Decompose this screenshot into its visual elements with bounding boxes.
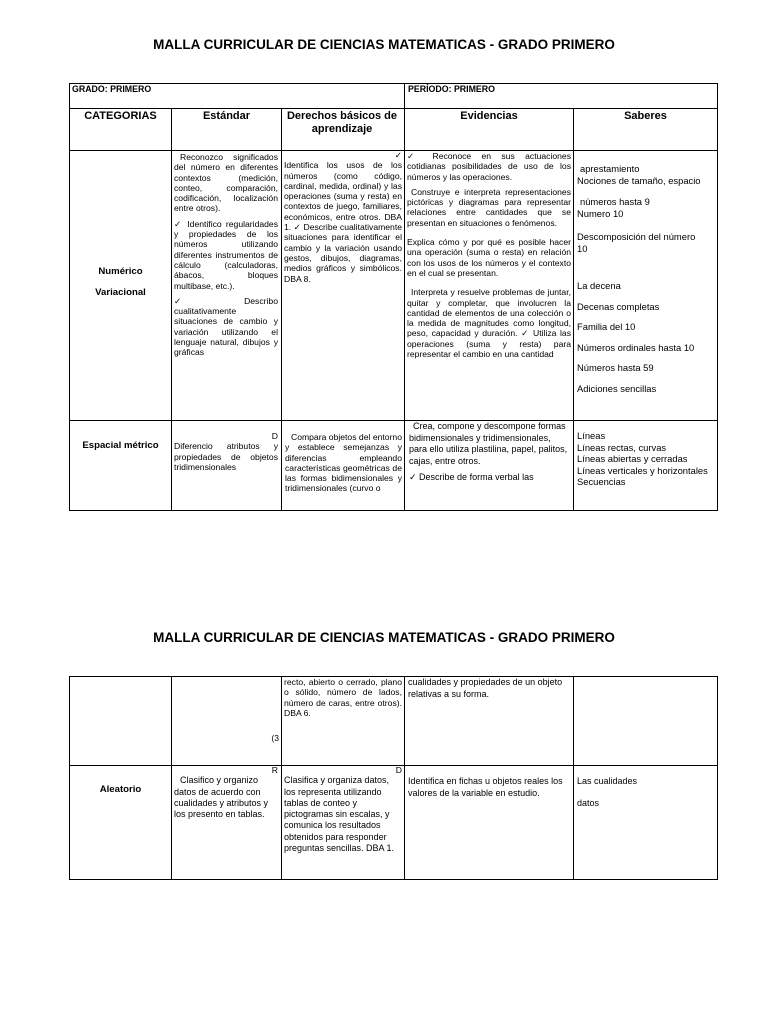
saber-item: Líneas abiertas y cerradas bbox=[577, 453, 688, 464]
saber-item: Líneas verticales y horizontales bbox=[577, 464, 708, 476]
derechos-text: Clasifica y organiza datos, los representa utilizando tablas de conteo y pictogramas sin escalas, y comunica los resultados obtenidos para responder preguntas sencillas. DBA 1. bbox=[284, 775, 395, 854]
category-aleatorio: Aleatorio bbox=[99, 784, 142, 795]
header-derechos: Derechos básicos de aprendizaje bbox=[286, 110, 398, 135]
estandar-text: Diferencio atributos y propiedades de objetos tridimensionales bbox=[174, 441, 278, 472]
saber-item: Familia del 10 bbox=[577, 321, 636, 332]
estandar-mark: (3 bbox=[271, 733, 279, 743]
evidencia-text: cualidades y propiedades de un objeto relativas a su forma. bbox=[408, 677, 563, 699]
evidencias-cell-1 bbox=[407, 151, 571, 364]
estandar-cell-4 bbox=[174, 765, 278, 825]
evidencia-item: Explica cómo y por qué es posible hacer una operación (suma o resta) en relación con los usos de los números y el contexto en el cual se presentan. bbox=[407, 237, 571, 278]
evidencia-item: Interpreta y resuelve problemas de juntar, quitar y completar, que involucren la cantidad de elementos de una colección o la medida de magnitudes como longitud, peso, capacidad y duración. ✓ Utiliza las operaciones (suma y resta) para representar el cambio en una cantidad bbox=[407, 287, 571, 360]
header-estandar: Estándar bbox=[202, 110, 251, 122]
saber-item: Líneas rectas, curvas bbox=[577, 441, 667, 453]
evidencia-item: Crea, compone y descompone formas bidimensionales y tridimensionales, para ello utiliza plastilina, papel, palitos, cajas, entre otros. bbox=[409, 421, 568, 466]
saber-item: Secuencias bbox=[577, 476, 626, 487]
evidencias-cell-4 bbox=[408, 776, 570, 804]
page2-title: MALLA CURRICULAR DE CIENCIAS MATEMATICAS - GRADO PRIMERO bbox=[153, 630, 615, 645]
saberes-cell-2 bbox=[577, 430, 717, 488]
estandar-item: ✓Describo cualitativamente situaciones de cambio y variación utilizando el lenguaje natural, dibujos y gráficas bbox=[174, 295, 278, 358]
category-line1: Numérico bbox=[98, 266, 143, 277]
saber-item: La decena bbox=[577, 280, 621, 291]
derechos-cell-3 bbox=[284, 677, 402, 723]
saber-item: datos bbox=[577, 797, 600, 808]
saber-item: Numero 10 bbox=[577, 207, 624, 219]
saber-item: números hasta 9 bbox=[580, 196, 650, 207]
evidencia-text: Identifica en fichas u objetos reales los valores de la variable en estudio. bbox=[408, 776, 563, 798]
derechos-text: recto, abierto o cerrado, plano o sólido, número de lados, número de caras, entre otros). DBA 6. bbox=[284, 677, 402, 718]
saber-item: Números ordinales hasta 10 bbox=[577, 341, 695, 353]
saber-item: Líneas bbox=[577, 430, 606, 441]
saber-item: Números hasta 59 bbox=[577, 362, 654, 373]
header-categorias: CATEGORIAS bbox=[84, 110, 157, 122]
derechos-text: Compara objetos del entorno y establece semejanzas y diferencias empleando características geométricas de las formas bidimensionales y tridimensionales (curvo o bbox=[285, 432, 402, 494]
saber-item: Nociones de tamaño, espacio bbox=[577, 174, 701, 186]
estandar-item: Reconozco significados del número en diferentes contextos (medición, conteo, comparación, codificación, localización entre otros). bbox=[174, 152, 278, 214]
page1-title: MALLA CURRICULAR DE CIENCIAS MATEMATICAS - GRADO PRIMERO bbox=[153, 37, 615, 52]
check-icon: ✓ bbox=[394, 150, 402, 160]
saberes-cell-4 bbox=[577, 776, 717, 809]
saber-item: Descomposición del número 10 bbox=[577, 231, 696, 254]
evidencia-item: ✓ Describe de forma verbal las bbox=[409, 472, 534, 482]
category-numerico bbox=[70, 266, 171, 299]
derechos-text: Identifica los usos de los números (como código, cardinal, medida, ordinal) y las operaciones (suma y resta) en contextos de juego, familiares, económicos, entre otros. DBA 1. ✓ Describe cualitativamente situaciones para identificar el cambio y la variación usando gestos, dibujos, diagramas, medios gráficos y simbólicos. DBA 8. bbox=[284, 160, 402, 284]
derechos-cell-2 bbox=[285, 432, 402, 510]
header-evidencias: Evidencias bbox=[460, 110, 518, 122]
evidencia-item: Construye e interpreta representaciones pictóricas y diagramas para representar relaciones entre cantidades que se presentan en situaciones o fenómenos. bbox=[407, 186, 571, 228]
saber-item: Decenas completas bbox=[577, 300, 660, 312]
header-saberes: Saberes bbox=[624, 110, 667, 122]
evidencias-cell-2 bbox=[409, 421, 571, 487]
estandar-cell-1 bbox=[174, 152, 278, 363]
estandar-mark: R bbox=[271, 765, 278, 775]
saber-item: aprestamiento bbox=[580, 163, 640, 174]
evidencias-cell-3 bbox=[408, 677, 570, 705]
estandar-cell-2 bbox=[174, 431, 278, 477]
grado-label: GRADO: PRIMERO bbox=[72, 84, 152, 94]
estandar-cell-3 bbox=[174, 733, 279, 743]
category-line2: Variacional bbox=[95, 287, 146, 298]
saber-item: Adiciones sencillas bbox=[577, 382, 657, 394]
derechos-mark: D bbox=[395, 765, 402, 775]
derechos-cell-4 bbox=[284, 765, 402, 859]
evidencia-item: ✓ Reconoce en sus actuaciones cotidianas posibilidades de uso de los números y las operaciones. bbox=[407, 151, 571, 182]
estandar-item: ✓ Identifico regularidades y propiedades de los números utilizando diferentes instrumentos de cálculo (calculadoras, ábacos, bloques multibase, etc.). bbox=[174, 218, 278, 291]
periodo-label: PERÍODO: PRIMERO bbox=[408, 84, 495, 94]
derechos-cell-1 bbox=[284, 150, 402, 289]
saberes-cell-1 bbox=[577, 163, 717, 394]
category-espacial: Espacial métrico bbox=[82, 440, 159, 451]
estandar-mark: D bbox=[271, 431, 278, 441]
estandar-text: Clasifico y organizo datos de acuerdo con cualidades y atributos y los presento en tablas. bbox=[174, 775, 269, 820]
saber-item: Las cualidades bbox=[577, 776, 638, 786]
